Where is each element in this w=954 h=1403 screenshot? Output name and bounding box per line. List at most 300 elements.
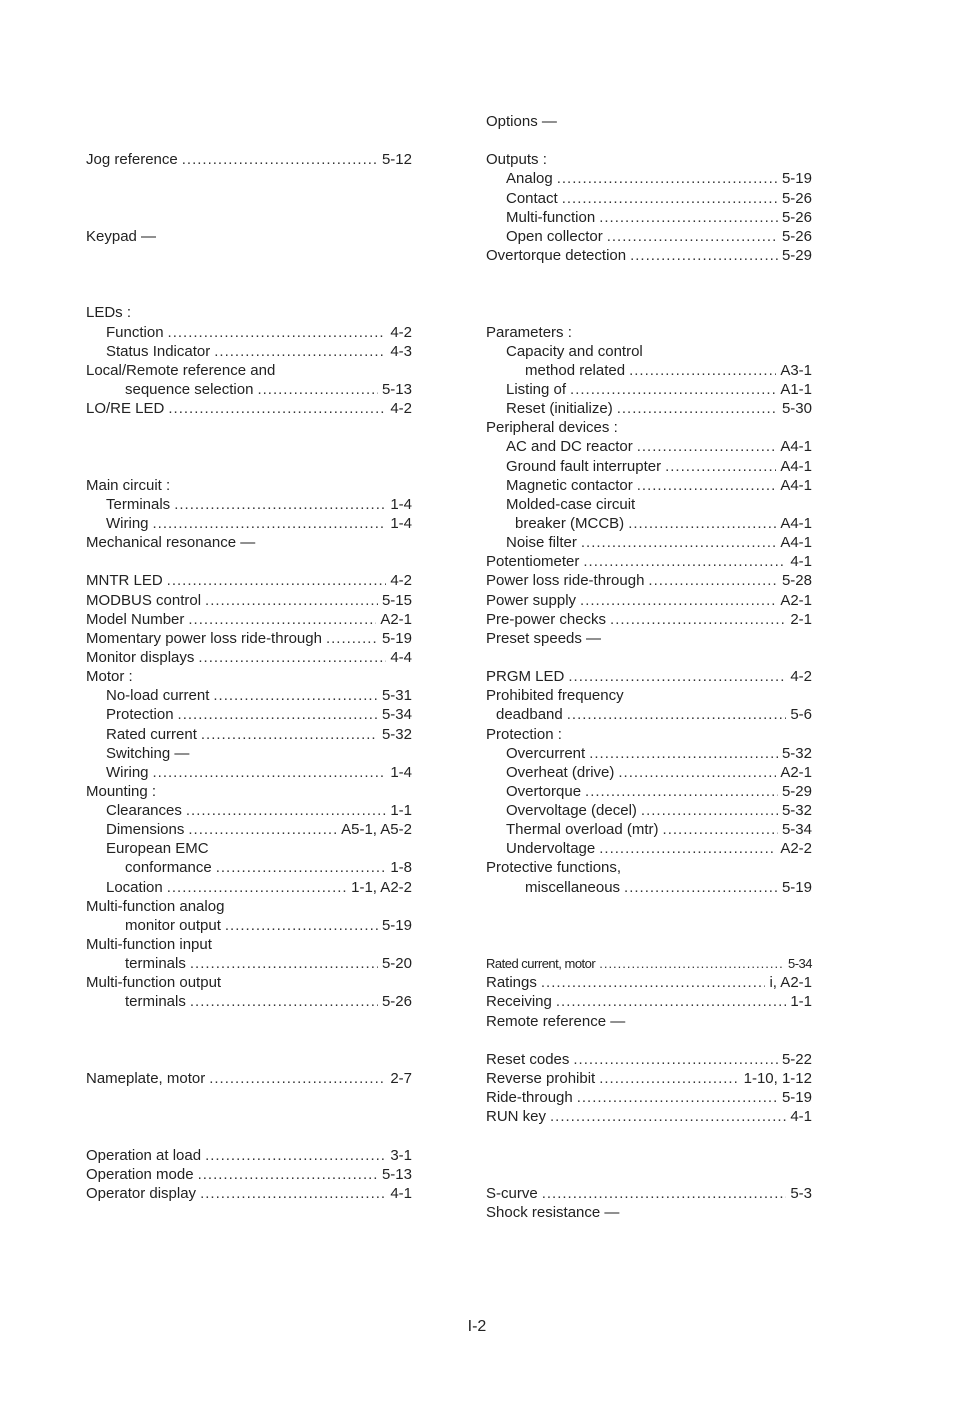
index-entry-label: Operation at load [86,1146,202,1164]
index-entry-label: MNTR LED [86,572,163,590]
dot-leader [599,839,776,858]
dot-leader [557,169,778,188]
dot-leader [610,610,786,629]
index-entry [486,705,812,724]
index-entry-page: 5-6 [790,706,812,724]
index-entry-page: 2-7 [390,1070,412,1088]
blank-line [86,1126,412,1145]
index-entry-label: Monitor displays [86,648,195,666]
index-entry-page: 5-3 [790,1184,812,1202]
index-entry [486,169,812,188]
blank-line [486,1126,812,1145]
blank-line [486,1031,812,1050]
index-entry [486,1050,812,1069]
index-entry-label: Ride-through [486,1089,573,1107]
index-entry [86,648,412,667]
index-entry-page: 5-34 [381,706,412,724]
index-entry-page: 5-19 [381,916,412,934]
dot-leader [573,1050,778,1069]
index-entry [86,878,412,897]
index-entry [86,323,412,342]
index-entry-page: 5-34 [787,956,812,972]
index-entry [486,878,812,897]
index-heading: Options — [486,113,557,130]
dot-leader [153,514,387,533]
index-entry-page: A4-1 [780,438,812,456]
blank-line [486,265,812,284]
index-entry-label: Power supply [486,591,577,609]
index-entry-page: A2-1 [780,763,812,781]
index-entry-page: 4-2 [390,572,412,590]
blank-line [86,246,412,265]
blank-line [486,1146,812,1165]
index-entry-page: 4-3 [390,342,412,360]
index-entry-page: 1-4 [390,495,412,513]
index-entry-page: 3-1 [390,1146,412,1164]
index-entry-label: Rated current, motor [486,956,596,972]
index-entry-label: Location [106,878,163,896]
index-entry [86,399,412,418]
index-heading: Local/Remote reference and [86,361,276,379]
index-entry-label: Operator display [86,1184,197,1202]
index-entry-label: Status Indicator [106,342,211,360]
index-entry-page: 5-28 [781,572,812,590]
blank-line [86,265,412,284]
index-entry-page: A3-1 [780,361,812,379]
index-entry [486,476,812,495]
index-entry-label: Overheat (drive) [506,763,615,781]
blank-line [86,552,412,571]
index-entry [486,552,812,571]
index-entry-page: 5-26 [781,227,812,245]
index-entry-label: deadband [496,706,563,724]
index-entry-page: 1-10, 1-12 [743,1070,812,1088]
index-entry [86,992,412,1011]
index-entry-label: Rated current [106,725,197,743]
dot-leader [665,457,776,476]
dot-leader [599,1069,739,1088]
index-entry [486,399,812,418]
dot-leader [556,992,786,1011]
index-entry-page: 5-19 [381,629,412,647]
index-entry-label: Contact [506,189,558,207]
index-entry-label: AC and DC reactor [506,438,633,456]
index-heading: Switching — [106,744,190,762]
dot-leader [541,973,766,992]
index-entry-label: MODBUS control [86,591,202,609]
index-entry [486,1088,812,1107]
index-entry [86,1184,412,1203]
index-heading: LEDs : [86,304,132,322]
dot-leader [583,552,786,571]
index-entry [486,591,812,610]
dot-leader [607,227,778,246]
dot-leader [216,858,387,877]
index-entry [86,591,412,610]
dot-leader [200,1184,386,1203]
index-entry [86,801,412,820]
blank-line [86,437,412,456]
index-entry-page: A4-1 [780,534,812,552]
index-entry-page: 4-1 [790,553,812,571]
dot-leader [209,1069,386,1088]
index-entry-page: 4-1 [390,1184,412,1202]
index-heading: Remote reference — [486,1012,626,1030]
index-entry-label: Thermal overload (mtr) [506,821,659,839]
blank-line [86,418,412,437]
dot-leader [214,342,386,361]
index-entry-page: 5-32 [381,725,412,743]
index-entry-page: A1-1 [780,380,812,398]
index-entry-page: 5-29 [781,782,812,800]
index-entry-label: terminals [125,955,186,973]
index-entry-label: Listing of [506,380,567,398]
index-entry [86,610,412,629]
blank-line [86,1050,412,1069]
dot-leader [641,801,778,820]
index-entry-page: 5-34 [781,821,812,839]
index-entry-label: Potentiometer [486,553,580,571]
index-entry [486,782,812,801]
index-entry [486,227,812,246]
index-entry [486,1107,812,1126]
index-entry [86,495,412,514]
dot-leader [188,820,337,839]
dot-leader [186,801,386,820]
index-entry-page: A2-2 [780,840,812,858]
dot-leader [190,954,378,973]
dot-leader [629,361,776,380]
index-entry-label: Overtorque detection [486,246,627,264]
index-entry-label: Ground fault interrupter [506,457,662,475]
index-entry [486,667,812,686]
dot-leader [618,763,776,782]
index-entry [486,610,812,629]
index-entry-label: terminals [125,993,186,1011]
index-heading: European EMC [106,840,209,858]
index-left-column [86,112,412,1203]
index-heading: Multi-function analog [86,897,225,915]
index-entry-page: 4-2 [790,668,812,686]
index-entry-label: Pre-power checks [486,610,607,628]
index-heading: Multi-function output [86,974,222,992]
dot-leader [562,189,778,208]
index-entry-page: 5-22 [781,1050,812,1068]
dot-leader [599,208,778,227]
index-entry [486,820,812,839]
index-entry [486,380,812,399]
index-entry-page: A4-1 [780,514,812,532]
index-entry-label: Overtorque [506,782,582,800]
dot-leader [599,954,784,973]
dot-leader [168,399,386,418]
index-entry-page: 5-32 [781,802,812,820]
index-entry-label: miscellaneous [525,878,621,896]
blank-line [86,284,412,303]
dot-leader [637,437,777,456]
index-entry-label: Dimensions [106,821,185,839]
index-heading: Prohibited frequency [486,687,624,705]
index-entry-page: 1-8 [390,859,412,877]
index-heading: Main circuit : [86,476,171,494]
index-entry-label: Wiring [106,763,149,781]
index-entry [486,954,812,973]
index-entry-page: 5-32 [781,744,812,762]
index-entry [86,916,412,935]
index-entry-label: LO/RE LED [86,400,165,418]
index-entry-label: No-load current [106,687,210,705]
index-entry-page: 5-19 [781,1089,812,1107]
index-entry-label: Wiring [106,514,149,532]
index-entry [486,437,812,456]
dot-leader [205,1146,386,1165]
index-entry-label: Analog [506,170,553,188]
index-entry-label: S-curve [486,1184,538,1202]
index-entry-page: 5-26 [781,208,812,226]
blank-line [86,1031,412,1050]
index-entry-label: Overcurrent [506,744,586,762]
index-entry-page: 5-15 [381,591,412,609]
dot-leader [213,686,378,705]
index-entry-page: 5-20 [381,955,412,973]
index-entry-page: 1-1, A2-2 [351,878,412,896]
index-entry-label: Reset (initialize) [506,400,613,418]
index-entry-page: 4-2 [390,400,412,418]
index-entry-page: 4-4 [390,648,412,666]
index-entry [486,246,812,265]
dot-leader [168,323,387,342]
blank-line [86,189,412,208]
dot-leader [567,705,787,724]
blank-line [486,916,812,935]
index-heading: Preset speeds — [486,629,602,647]
blank-line [86,1012,412,1031]
index-entry [486,1069,812,1088]
index-entry [486,801,812,820]
dot-leader [585,782,778,801]
index-entry [486,361,812,380]
dot-leader [167,571,387,590]
index-entry-page: 4-2 [390,323,412,341]
dot-leader [174,495,386,514]
index-entry-label: Nameplate, motor [86,1070,206,1088]
index-entry-label: Multi-function [506,208,596,226]
index-entry-label: Receiving [486,993,552,1011]
index-entry [86,725,412,744]
index-entry [486,744,812,763]
blank-line [486,648,812,667]
dot-leader [542,1184,787,1203]
dot-leader [570,380,776,399]
index-entry [86,629,412,648]
dot-leader [580,591,776,610]
index-entry [86,705,412,724]
dot-leader [648,571,778,590]
dot-leader [630,246,778,265]
index-entry-label: conformance [125,859,212,877]
index-entry [486,763,812,782]
index-entry-page: 4-1 [790,1108,812,1126]
dot-leader [637,476,777,495]
index-entry-label: Clearances [106,802,182,820]
blank-line [86,457,412,476]
index-heading: Capacity and control [506,342,643,360]
dot-leader [550,1107,786,1126]
dot-leader [577,1088,778,1107]
blank-line [486,1165,812,1184]
index-entry [86,686,412,705]
blank-line [486,935,812,954]
dot-leader [589,744,778,763]
index-entry [86,1165,412,1184]
index-entry [86,514,412,533]
index-heading: Molded-case circuit [506,495,636,513]
index-entry-label: breaker (MCCB) [515,514,625,532]
index-entry-label: PRGM LED [486,668,565,686]
index-entry [86,763,412,782]
index-entry [486,189,812,208]
index-heading: Motor : [86,668,133,686]
index-entry [486,457,812,476]
index-entry-page: 5-29 [781,246,812,264]
dot-leader [257,380,378,399]
index-entry [86,858,412,877]
index-entry [86,1069,412,1088]
index-entry-page: 1-4 [390,514,412,532]
dot-leader [617,399,778,418]
index-heading: Protection : [486,725,562,743]
index-entry [486,571,812,590]
index-heading: Multi-function input [86,936,212,954]
index-entry [486,992,812,1011]
index-entry-label: Momentary power loss ride-through [86,629,322,647]
index-heading: Parameters : [486,323,572,341]
index-heading: Outputs : [486,151,547,169]
index-heading: Peripheral devices : [486,419,618,437]
index-entry [86,954,412,973]
index-entry [86,380,412,399]
index-entry-page: 5-13 [381,1165,412,1183]
index-entry-label: Terminals [106,495,171,513]
index-entry [86,1146,412,1165]
index-entry-page: 2-1 [790,610,812,628]
dot-leader [326,629,378,648]
index-entry-label: Protection [106,706,174,724]
index-heading: Protective functions, [486,859,622,877]
index-entry-label: method related [525,361,626,379]
index-entry-label: Model Number [86,610,185,628]
index-entry-page: 5-30 [781,400,812,418]
blank-line [86,208,412,227]
index-entry-page: 5-13 [381,380,412,398]
index-entry-page: 1-1 [790,993,812,1011]
index-entry-page: A2-1 [780,591,812,609]
index-entry-label: RUN key [486,1108,547,1126]
index-entry-page: A5-1, A5-2 [341,821,412,839]
dot-leader [153,763,387,782]
dot-leader [201,725,378,744]
index-entry-label: Undervoltage [506,840,596,858]
index-entry-page: A2-1 [380,610,412,628]
dot-leader [225,916,378,935]
index-entry-label: Noise filter [506,534,577,552]
dot-leader [198,648,386,667]
dot-leader [205,591,378,610]
index-heading: Mounting : [86,782,157,800]
index-entry-label: Ratings [486,974,537,992]
index-entry [486,1184,812,1203]
index-entry [86,571,412,590]
index-heading: Keypad — [86,227,157,245]
index-entry-label: Reset codes [486,1050,570,1068]
index-heading: Shock resistance — [486,1204,620,1222]
index-entry [86,820,412,839]
index-entry-page: 5-31 [381,687,412,705]
dot-leader [628,514,776,533]
blank-line [486,897,812,916]
blank-line [486,284,812,303]
dot-leader [663,820,778,839]
index-entry-label: Reverse prohibit [486,1070,596,1088]
dot-leader [198,1165,378,1184]
index-entry-page: 5-26 [381,993,412,1011]
index-entry-label: Open collector [506,227,603,245]
dot-leader [190,992,378,1011]
index-entry [486,514,812,533]
blank-line [86,131,412,150]
index-entry-page: 5-19 [781,170,812,188]
index-entry-page: A4-1 [780,476,812,494]
index-entry-page: i, A2-1 [769,974,812,992]
index-entry [486,208,812,227]
index-entry-label: Overvoltage (decel) [506,802,637,820]
index-entry-label: Magnetic contactor [506,476,633,494]
dot-leader [167,878,347,897]
dot-leader [188,610,376,629]
index-entry-label: Operation mode [86,1165,194,1183]
index-entry-page: A4-1 [780,457,812,475]
dot-leader [178,705,378,724]
blank-line [86,1107,412,1126]
index-entry-label: Function [106,323,164,341]
index-entry-label: Jog reference [86,151,178,169]
page-number: I-2 [467,1318,487,1335]
blank-line [86,112,412,131]
dot-leader [624,878,778,897]
index-entry-label: sequence selection [125,380,254,398]
index-entry [486,973,812,992]
blank-line [86,169,412,188]
index-entry-page: 1-1 [390,802,412,820]
index-entry-label: Power loss ride-through [486,572,645,590]
index-entry [86,342,412,361]
index-entry-page: 5-26 [781,189,812,207]
dot-leader [568,667,786,686]
blank-line [86,1088,412,1107]
index-entry-page: 5-12 [381,151,412,169]
index-entry-page: 1-4 [390,763,412,781]
dot-leader [581,533,776,552]
index-entry-page: 5-19 [781,878,812,896]
blank-line [486,303,812,322]
blank-line [486,131,812,150]
index-entry-label: monitor output [125,916,221,934]
index-entry [486,839,812,858]
index-right-column [486,112,812,1222]
index-entry [86,150,412,169]
index-entry [486,533,812,552]
index-heading: Mechanical resonance — [86,534,256,552]
